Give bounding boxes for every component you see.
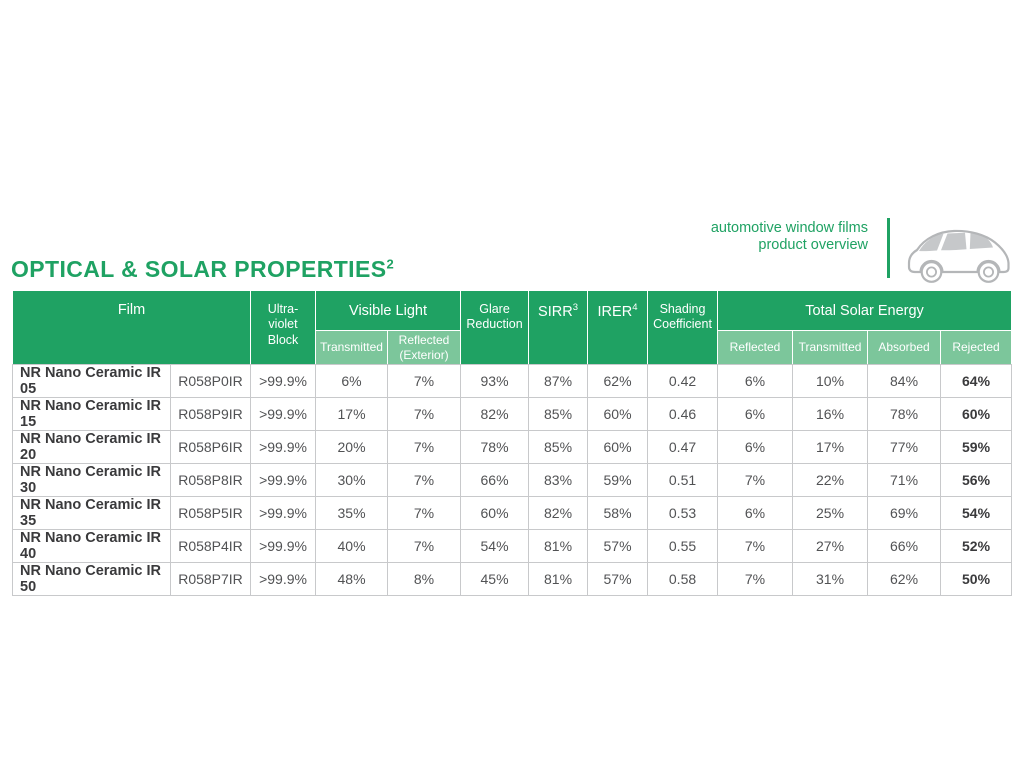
brand-divider: [887, 218, 890, 278]
table-row: [13, 365, 1012, 398]
cell-shading-coefficient: 0.58: [648, 563, 718, 596]
cell-vl-transmitted: 35%: [316, 497, 388, 530]
cell-sirr: 87%: [529, 365, 588, 398]
cell-tse-transmitted: 25%: [793, 497, 868, 530]
page-title: [11, 256, 394, 283]
col-header-visible-light: Visible Light: [316, 291, 461, 331]
col-header-glare-reduction: Glare Reduction: [461, 291, 529, 365]
cell-irer: 60%: [588, 431, 648, 464]
cell-irer: 59%: [588, 464, 648, 497]
cell-tse-absorbed: 71%: [868, 464, 941, 497]
cell-vl-transmitted: 30%: [316, 464, 388, 497]
car-side-outline-icon: [905, 225, 1012, 283]
cell-uv-block: >99.9%: [251, 530, 316, 563]
cell-vl-reflected: 7%: [388, 464, 461, 497]
cell-shading-coefficient: 0.42: [648, 365, 718, 398]
cell-tse-rejected: 52%: [941, 530, 1012, 563]
cell-vl-reflected: 7%: [388, 431, 461, 464]
cell-tse-reflected: 7%: [718, 563, 793, 596]
table-row: [13, 563, 1012, 596]
col-header-total-solar-energy: Total Solar Energy: [718, 291, 1012, 331]
cell-vl-reflected: 7%: [388, 530, 461, 563]
cell-tse-rejected: 56%: [941, 464, 1012, 497]
cell-tse-rejected: 50%: [941, 563, 1012, 596]
cell-vl-reflected: 7%: [388, 497, 461, 530]
cell-tse-rejected: 54%: [941, 497, 1012, 530]
cell-vl-transmitted: 6%: [316, 365, 388, 398]
cell-tse-rejected: 60%: [941, 398, 1012, 431]
cell-sirr: 83%: [529, 464, 588, 497]
cell-tse-rejected: 59%: [941, 431, 1012, 464]
cell-code: R058P0IR: [171, 365, 251, 398]
cell-film: NR Nano Ceramic IR 05: [13, 365, 171, 398]
cell-tse-transmitted: 22%: [793, 464, 868, 497]
col-subheader-tse-rejected: Rejected: [941, 331, 1012, 365]
brand-tagline: [711, 220, 868, 254]
cell-glare-reduction: 66%: [461, 464, 529, 497]
cell-code: R058P5IR: [171, 497, 251, 530]
cell-uv-block: >99.9%: [251, 398, 316, 431]
cell-tse-transmitted: 31%: [793, 563, 868, 596]
irer-label: IRER: [597, 303, 633, 320]
cell-sirr: 85%: [529, 431, 588, 464]
cell-shading-coefficient: 0.51: [648, 464, 718, 497]
cell-shading-coefficient: 0.53: [648, 497, 718, 530]
cell-tse-absorbed: 78%: [868, 398, 941, 431]
tagline-line2: product overview: [758, 237, 868, 253]
table-body: [13, 365, 1012, 596]
tagline-line1: automotive window films: [710, 220, 868, 236]
cell-uv-block: >99.9%: [251, 431, 316, 464]
cell-sirr: 82%: [529, 497, 588, 530]
cell-tse-rejected: 64%: [941, 365, 1012, 398]
cell-irer: 58%: [588, 497, 648, 530]
cell-sirr: 81%: [529, 530, 588, 563]
col-subheader-tse-absorbed: Absorbed: [868, 331, 941, 365]
cell-irer: 57%: [588, 563, 648, 596]
sirr-label: SIRR: [538, 303, 573, 320]
cell-vl-transmitted: 48%: [316, 563, 388, 596]
cell-code: R058P4IR: [171, 530, 251, 563]
col-header-sirr: [529, 291, 588, 365]
cell-tse-absorbed: 62%: [868, 563, 941, 596]
cell-tse-reflected: 6%: [718, 398, 793, 431]
cell-sirr: 85%: [529, 398, 588, 431]
cell-tse-transmitted: 10%: [793, 365, 868, 398]
cell-irer: 57%: [588, 530, 648, 563]
cell-tse-absorbed: 69%: [868, 497, 941, 530]
cell-film: NR Nano Ceramic IR 15: [13, 398, 171, 431]
cell-uv-block: >99.9%: [251, 563, 316, 596]
col-header-film: Film: [13, 291, 251, 365]
cell-code: R058P8IR: [171, 464, 251, 497]
cell-irer: 60%: [588, 398, 648, 431]
header-row-main: [13, 291, 1012, 331]
cell-film: NR Nano Ceramic IR 40: [13, 530, 171, 563]
optical-solar-properties-table: [12, 290, 1012, 596]
table-row: [13, 464, 1012, 497]
cell-glare-reduction: 93%: [461, 365, 529, 398]
cell-glare-reduction: 45%: [461, 563, 529, 596]
cell-tse-reflected: 6%: [718, 365, 793, 398]
cell-shading-coefficient: 0.47: [648, 431, 718, 464]
cell-tse-reflected: 6%: [718, 431, 793, 464]
table-row: [13, 398, 1012, 431]
table-row: [13, 497, 1012, 530]
cell-glare-reduction: 54%: [461, 530, 529, 563]
col-header-irer: [588, 291, 648, 365]
col-subheader-tse-transmitted: Transmitted: [793, 331, 868, 365]
cell-tse-absorbed: 77%: [868, 431, 941, 464]
page-title-text: OPTICAL & SOLAR PROPERTIES: [11, 256, 387, 282]
page-title-superscript: 2: [386, 256, 395, 272]
cell-shading-coefficient: 0.46: [648, 398, 718, 431]
cell-tse-reflected: 7%: [718, 530, 793, 563]
cell-code: R058P9IR: [171, 398, 251, 431]
table-row: [13, 530, 1012, 563]
cell-vl-reflected: 7%: [388, 398, 461, 431]
col-header-shading-coefficient: Shading Coefficient: [648, 291, 718, 365]
col-subheader-vl-transmitted: Transmitted: [316, 331, 388, 365]
cell-glare-reduction: 78%: [461, 431, 529, 464]
cell-tse-transmitted: 17%: [793, 431, 868, 464]
cell-film: NR Nano Ceramic IR 20: [13, 431, 171, 464]
cell-vl-transmitted: 40%: [316, 530, 388, 563]
cell-tse-reflected: 6%: [718, 497, 793, 530]
cell-vl-transmitted: 17%: [316, 398, 388, 431]
col-header-uv-block: Ultra-violet Block: [251, 291, 316, 365]
table-row: [13, 431, 1012, 464]
cell-irer: 62%: [588, 365, 648, 398]
cell-uv-block: >99.9%: [251, 497, 316, 530]
col-subheader-tse-reflected: Reflected: [718, 331, 793, 365]
cell-code: R058P7IR: [171, 563, 251, 596]
cell-vl-reflected: 8%: [388, 563, 461, 596]
cell-vl-reflected: 7%: [388, 365, 461, 398]
cell-vl-transmitted: 20%: [316, 431, 388, 464]
cell-shading-coefficient: 0.55: [648, 530, 718, 563]
cell-tse-absorbed: 66%: [868, 530, 941, 563]
cell-sirr: 81%: [529, 563, 588, 596]
cell-code: R058P6IR: [171, 431, 251, 464]
table-header: [13, 291, 1012, 365]
cell-tse-absorbed: 84%: [868, 365, 941, 398]
cell-uv-block: >99.9%: [251, 464, 316, 497]
cell-tse-transmitted: 27%: [793, 530, 868, 563]
col-subheader-vl-reflected: Reflected (Exterior): [388, 331, 461, 365]
cell-uv-block: >99.9%: [251, 365, 316, 398]
cell-film: NR Nano Ceramic IR 50: [13, 563, 171, 596]
irer-superscript: 4: [632, 302, 638, 313]
cell-tse-transmitted: 16%: [793, 398, 868, 431]
cell-film: NR Nano Ceramic IR 35: [13, 497, 171, 530]
cell-glare-reduction: 60%: [461, 497, 529, 530]
sirr-superscript: 3: [572, 302, 578, 313]
cell-film: NR Nano Ceramic IR 30: [13, 464, 171, 497]
cell-tse-reflected: 7%: [718, 464, 793, 497]
cell-glare-reduction: 82%: [461, 398, 529, 431]
